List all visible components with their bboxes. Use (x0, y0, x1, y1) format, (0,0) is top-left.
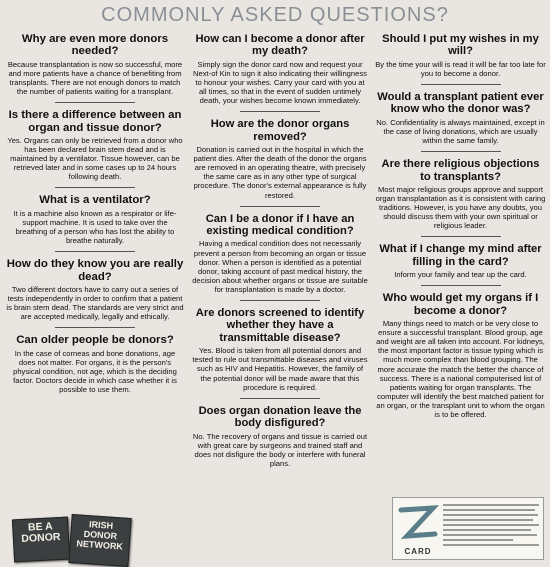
faq-question: Does organ donation leave the body disfigured? (198, 404, 362, 430)
faq-answer: Simply sign the donor card now and request your Next-of Kin to sign it also indicating their willingness to honour your wishes. Carry your card with you at all times, so that in the event of sudden untimely death, your wishes become known immediately. (193, 59, 367, 106)
faq-answer: Yes. Organs can only be retrieved from a donor who has been declared brain stem dead and is maintained by a ventilator. Tissue however, can be retrieved later and in some cases up to 24 hours following death. (7, 136, 183, 182)
faq-question: Who would get my organs if I become a donor? (382, 292, 539, 317)
faq-item (6, 334, 184, 394)
faq-question: Why are even more donors needed? (21, 33, 169, 58)
faq-item (191, 33, 369, 112)
card-logo-text: CARD (404, 547, 432, 556)
faq-answer: Having a medical condition does not necessarily prevent a person from becoming an organ or tissue donor. When a person is identified as a potential donor, taking account of past medical history, the decision about whether organs or tissue are suitable for transplantation is made by a doctor. (192, 239, 368, 294)
faq-column-3 (375, 33, 546, 425)
faq-answer: Because transplantation is now so successful, more and more patients have a chance of benefiting from transplants. There are not enough donors to match the number of patients waiting for a transplant. (7, 59, 183, 97)
donor-badges (8, 514, 130, 562)
divider (55, 102, 135, 103)
faq-item (191, 405, 369, 468)
divider (240, 300, 320, 301)
faq-item (191, 307, 369, 399)
faq-question: Would a transplant patient ever know who the donor was? (377, 91, 544, 116)
faq-question: What if I change my mind after filling in the card? (379, 243, 542, 268)
divider (55, 251, 135, 252)
divider (421, 84, 501, 85)
faq-item (6, 109, 184, 188)
faq-answer: By the time your will is read it will be far too late for you to become a donor. (375, 59, 546, 78)
faq-question: Are there religious objections to transplants? (381, 158, 540, 183)
divider (55, 327, 135, 328)
faq-answer: Donation is carried out in the hospital in which the patient dies. After the death of the donor the organs are removed in an operating theatre, with precisely the same care as in any other type of surgical procedure. The donor's external appearance is fully restored. (193, 145, 367, 200)
divider (240, 111, 320, 112)
faq-item (6, 33, 184, 103)
divider (240, 206, 320, 207)
faq-question: Should I put my wishes in my will? (382, 33, 539, 58)
be-a-donor-badge: BE A DONOR (12, 517, 70, 563)
faq-answer: Most major religious groups approve and support organ transplantation as it is consistent with caring traditions. However, is you have any doubts, you should discuss them with your own spiritual or religious leader. (375, 184, 546, 231)
faq-column-2 (191, 33, 369, 474)
divider (240, 398, 320, 399)
irish-donor-network-badge: IRISH DONOR NETWORK (68, 514, 131, 567)
faq-answer: Inform your family and tear up the card. (394, 270, 527, 280)
faq-item (375, 243, 546, 286)
faq-question: Are donors screened to identify whether they have a transmittable disease? (195, 307, 365, 344)
page-title: COMMONLY ASKED QUESTIONS? (101, 4, 449, 26)
faq-column-1 (6, 33, 184, 400)
faq-answer: In the case of corneas and bone donations, age does not matter. For organs, it is the person's physical condition, not age, which is the deciding factor. Doctors decide in which case whether it is possible to use them. (13, 348, 177, 395)
faq-answer: No. The recovery of organs and tissue is carried out with great care by surgeons and trained staff and does not disfigure the body or interfere with funeral plans. (192, 431, 368, 468)
faq-question: What is a ventilator? (39, 194, 151, 207)
faq-item (375, 91, 546, 152)
faq-item (375, 158, 546, 237)
faq-item (375, 33, 546, 85)
divider (55, 187, 135, 188)
faq-item (191, 213, 369, 301)
faq-answer: Many things need to match or be very close to ensure a successful transplant. Blood group, age and weight are all taken into account. For kidneys, the most important factor is tissue typing which is much more complex than blood grouping. The more accurate the match the better the chance of success. There is a national computerised list of patients waiting for organ transplants. The computer will identify the best matched patient for an organ, or the transplant unit to whom the organ is to be offered. (376, 319, 545, 420)
faq-question: How are the donor organs removed? (210, 118, 350, 143)
faq-item (375, 292, 546, 419)
donor-card-image (392, 497, 544, 560)
faq-answer: It is a machine also known as a respirator or life-support machine. It is used to take over the breathing of a person who has lost the ability to breathe naturally. (13, 208, 177, 246)
faq-answer: Yes. Blood is taken from all potential donors and tested to rule out transmittable diseases and viruses such as HIV and Hepatitis. However, the family of the potential donor will be made aware that this procedure is required. (192, 346, 368, 392)
faq-question: Can I be a donor if I have an existing medical condition? (205, 212, 355, 238)
faq-item (191, 118, 369, 206)
faq-question: Is there a difference between an organ and tissue donor? (8, 109, 182, 134)
faq-question: Can older people be donors? (16, 334, 174, 347)
faq-answer: No. Confidentiality is always maintained, except in the case of living donations, which are usually within the same family. (376, 117, 545, 145)
faq-item (6, 194, 184, 252)
card-fine-print (443, 504, 539, 549)
divider (421, 151, 501, 152)
faq-item (6, 258, 184, 328)
divider (421, 236, 501, 237)
faq-question: How do they know you are really dead? (6, 258, 184, 283)
divider (421, 285, 501, 286)
faq-answer: Two different doctors have to carry out a series of tests independently in order to confirm that a patient is brain stem dead. The standards are very strict and are accepted medically, legally and ethically. (6, 285, 184, 322)
faq-question: How can I become a donor after my death? (195, 33, 365, 58)
